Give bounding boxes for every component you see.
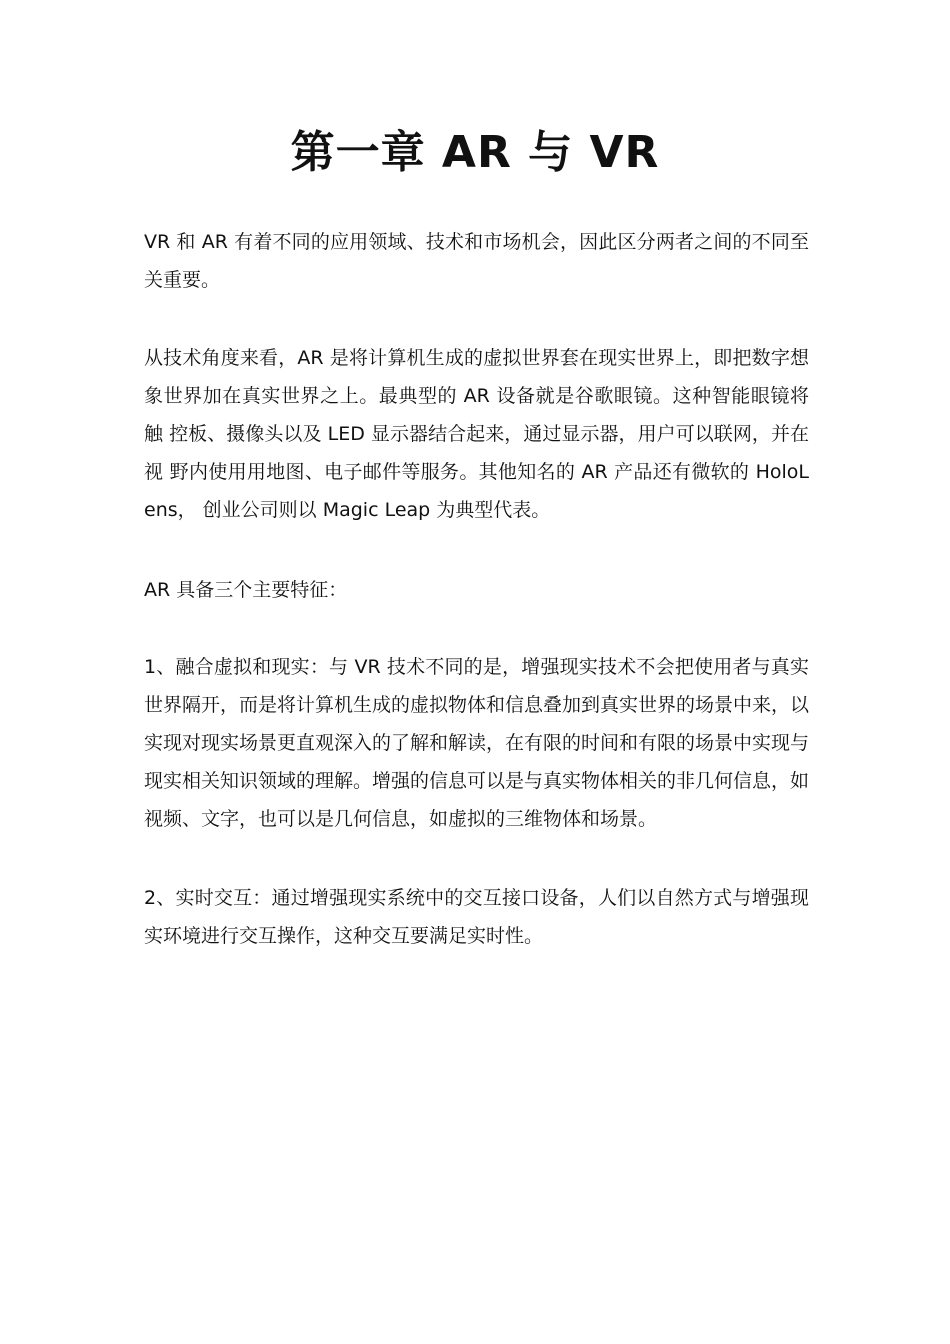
paragraph-ar-technology: 从技术角度来看，AR 是将计算机生成的虚拟世界套在现实世界上，即把数字想 象世界加在真实世界之上。最典型的 AR 设备就是谷歌眼镜。这种智能眼镜将触 控板、摄像头以及 LED 显示器结合起来，通过显示器，用户可以联网，并在视 野内使用用地图、电子邮件等服务。其他知名的 AR 产品还有微软的 HoloLens， 创业公司则以 Magic Leap 为典型代表。 <box>144 347 809 521</box>
page-title: 第一章 AR 与 VR <box>290 127 660 178</box>
paragraph-feature-1: 1、融合虚拟和现实：与 VR 技术不同的是，增强现实技术不会把使用者与真实世界隔开，而是将计算机生成的虚拟物体和信息叠加到真实世界的场景中来，以实现对现实场景更直观深入的了解和解读，在有限的时间和有限的场景中实现与现实相关知识领域的理解。增强的信息可以是与真实物体相关的非几何信息，如视频、文字，也可以是几何信息，如虚拟的三维物体和场景。 <box>144 656 810 830</box>
paragraph-ar-features-heading: AR 具备三个主要特征： <box>144 579 348 601</box>
paragraph-intro: VR 和 AR 有着不同的应用领域、技术和市场机会，因此区分两者之间的不同至关重要。 <box>144 231 809 291</box>
paragraph-feature-2: 2、实时交互：通过增强现实系统中的交互接口设备，人们以自然方式与增强现实环境进行交互操作，这种交互要满足实时性。 <box>144 887 809 947</box>
